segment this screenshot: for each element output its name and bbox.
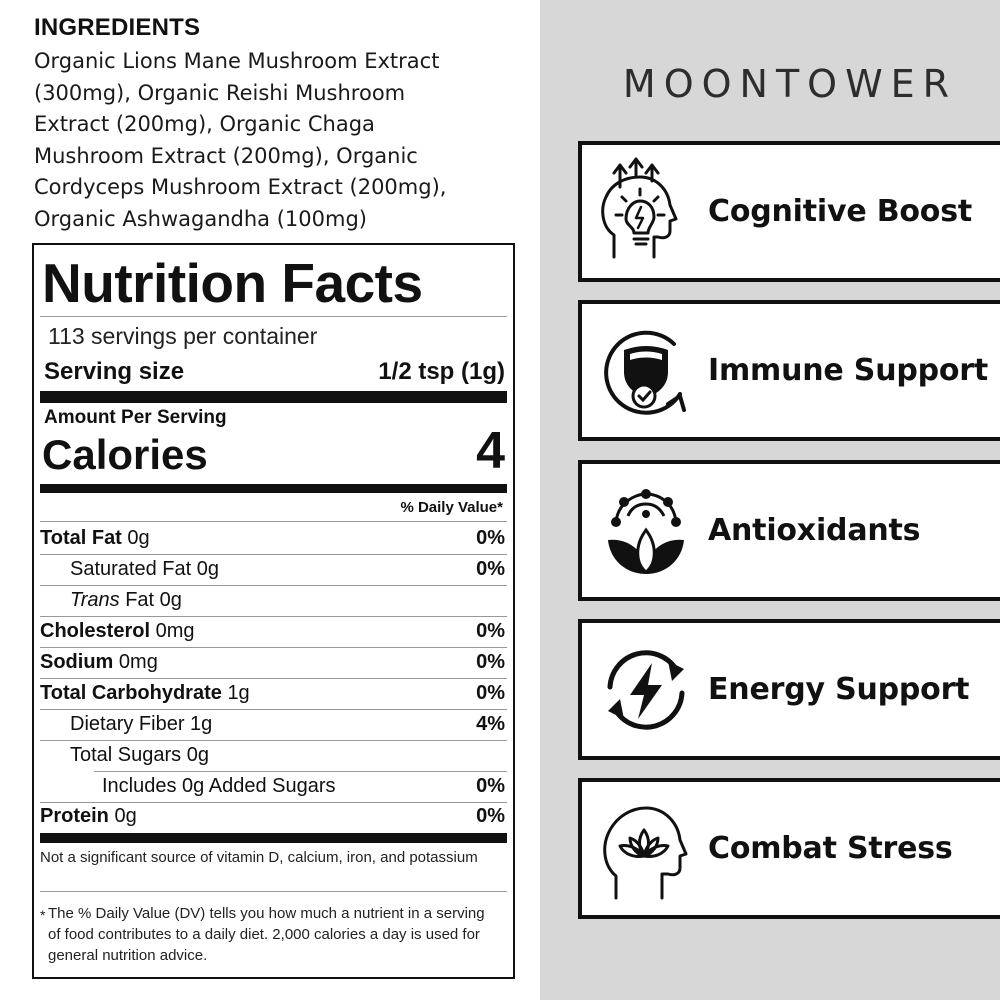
benefit-card-antioxidants bbox=[578, 460, 1000, 601]
not-significant-note: Not a significant source of vitamin D, calcium, iron, and potassium bbox=[40, 849, 478, 866]
brand-logo: MOONTOWER bbox=[622, 62, 958, 106]
nutrient-name: Protein bbox=[40, 805, 109, 827]
nutrient-name: Sodium bbox=[40, 651, 114, 673]
benefit-label: Immune Support bbox=[708, 353, 989, 388]
nutrient-dv: 0% bbox=[476, 682, 505, 704]
nutrient-name: Dietary Fiber bbox=[70, 713, 185, 735]
thick-divider bbox=[40, 391, 507, 403]
nutrient-row-total-fat bbox=[40, 523, 505, 553]
nutrient-amount: 0g bbox=[196, 558, 219, 580]
head-lotus-icon bbox=[596, 794, 696, 904]
nutrient-amount: 1g bbox=[190, 713, 213, 735]
nutrient-dv: 0% bbox=[476, 620, 505, 642]
nutrient-dv: 0% bbox=[476, 527, 505, 549]
nutrient-dv: 0% bbox=[476, 775, 505, 797]
benefit-card-cognitive-boost bbox=[578, 141, 1000, 282]
serving-size-value: 1/2 tsp (1g) bbox=[378, 358, 505, 385]
nutrient-row-total-carbohydrate bbox=[40, 678, 505, 708]
nutrient-row-trans-fat bbox=[40, 585, 505, 615]
brain-lightbulb-icon bbox=[596, 157, 696, 267]
benefit-label: Antioxidants bbox=[708, 513, 921, 548]
nutrient-row-total-sugars bbox=[40, 740, 505, 770]
ingredients-text bbox=[34, 46, 504, 235]
servings-per-container: 113 servings per container bbox=[48, 323, 318, 349]
benefit-label: Cognitive Boost bbox=[708, 194, 972, 229]
nutrient-amount: 0g bbox=[186, 744, 209, 766]
nutrient-name: Total Sugars bbox=[70, 744, 182, 766]
nutrient-name: Includes 0g Added Sugars bbox=[102, 775, 336, 797]
divider bbox=[40, 316, 507, 317]
ingredients-line: Organic Lions Mane Mushroom Extract bbox=[34, 49, 440, 73]
nutrient-dv: 4% bbox=[476, 713, 505, 735]
nutrition-facts-panel bbox=[32, 243, 515, 979]
nutrient-name: Trans bbox=[70, 589, 120, 611]
calories-label: Calories bbox=[42, 431, 208, 478]
lightning-cycle-icon bbox=[596, 635, 696, 745]
benefit-card-immune-support bbox=[578, 300, 1000, 441]
nutrient-dv: 0% bbox=[476, 805, 505, 827]
thick-divider bbox=[40, 833, 507, 843]
nutrient-amount: 0g bbox=[127, 527, 150, 549]
nutrient-name: Saturated Fat bbox=[70, 558, 192, 580]
benefit-label: Energy Support bbox=[708, 672, 970, 707]
shield-check-icon bbox=[596, 316, 696, 426]
daily-value-footnote: The % Daily Value (DV) tells you how much a nutrient in a serving of food contributes to a daily diet. 2,000 calories a day is used for general nutrition advice. bbox=[48, 905, 485, 964]
nutrient-name: Cholesterol bbox=[40, 620, 151, 642]
nutrient-row-saturated-fat bbox=[40, 554, 505, 584]
nutrient-amount: 1g bbox=[227, 682, 250, 704]
nutrient-row-added-sugars bbox=[40, 771, 505, 801]
molecule-leaf-icon bbox=[596, 476, 696, 586]
thick-divider bbox=[40, 484, 507, 493]
nutrient-amount: Fat 0g bbox=[125, 589, 182, 611]
benefit-label: Combat Stress bbox=[708, 831, 953, 866]
divider bbox=[40, 521, 507, 522]
footnote-marker: * bbox=[40, 907, 46, 923]
nutrient-amount: 0g bbox=[114, 805, 137, 827]
nutrient-amount: 0mg bbox=[155, 620, 195, 642]
ingredients-line: (300mg), Organic Reishi Mushroom bbox=[34, 80, 406, 105]
daily-value-header: % Daily Value* bbox=[400, 499, 503, 516]
benefit-card-energy-support bbox=[578, 619, 1000, 760]
ingredients-line: Organic Ashwagandha (100mg) bbox=[34, 206, 367, 231]
amount-per-serving: Amount Per Serving bbox=[44, 407, 227, 428]
nutrient-row-sodium bbox=[40, 647, 505, 677]
calories-value: 4 bbox=[476, 422, 505, 480]
ingredients-line: Extract (200mg), Organic Chaga bbox=[34, 112, 375, 136]
ingredients-title: INGREDIENTS bbox=[34, 14, 201, 41]
nutrient-name: Total Fat bbox=[40, 527, 122, 549]
nutrient-amount: 0mg bbox=[118, 651, 158, 673]
nutrition-facts-title: Nutrition Facts bbox=[42, 252, 423, 314]
ingredients-line: Cordyceps Mushroom Extract (200mg), bbox=[34, 175, 447, 199]
benefit-card-combat-stress bbox=[578, 778, 1000, 919]
nutrient-row-dietary-fiber bbox=[40, 709, 505, 739]
nutrient-row-cholesterol bbox=[40, 616, 505, 646]
nutrient-name: Total Carbohydrate bbox=[40, 682, 222, 704]
ingredients-line: Mushroom Extract (200mg), Organic bbox=[34, 143, 418, 168]
divider bbox=[40, 891, 507, 892]
nutrient-dv: 0% bbox=[476, 558, 505, 580]
nutrient-row-protein bbox=[40, 801, 505, 831]
serving-size-label: Serving size bbox=[44, 358, 185, 385]
nutrient-dv: 0% bbox=[476, 651, 505, 673]
